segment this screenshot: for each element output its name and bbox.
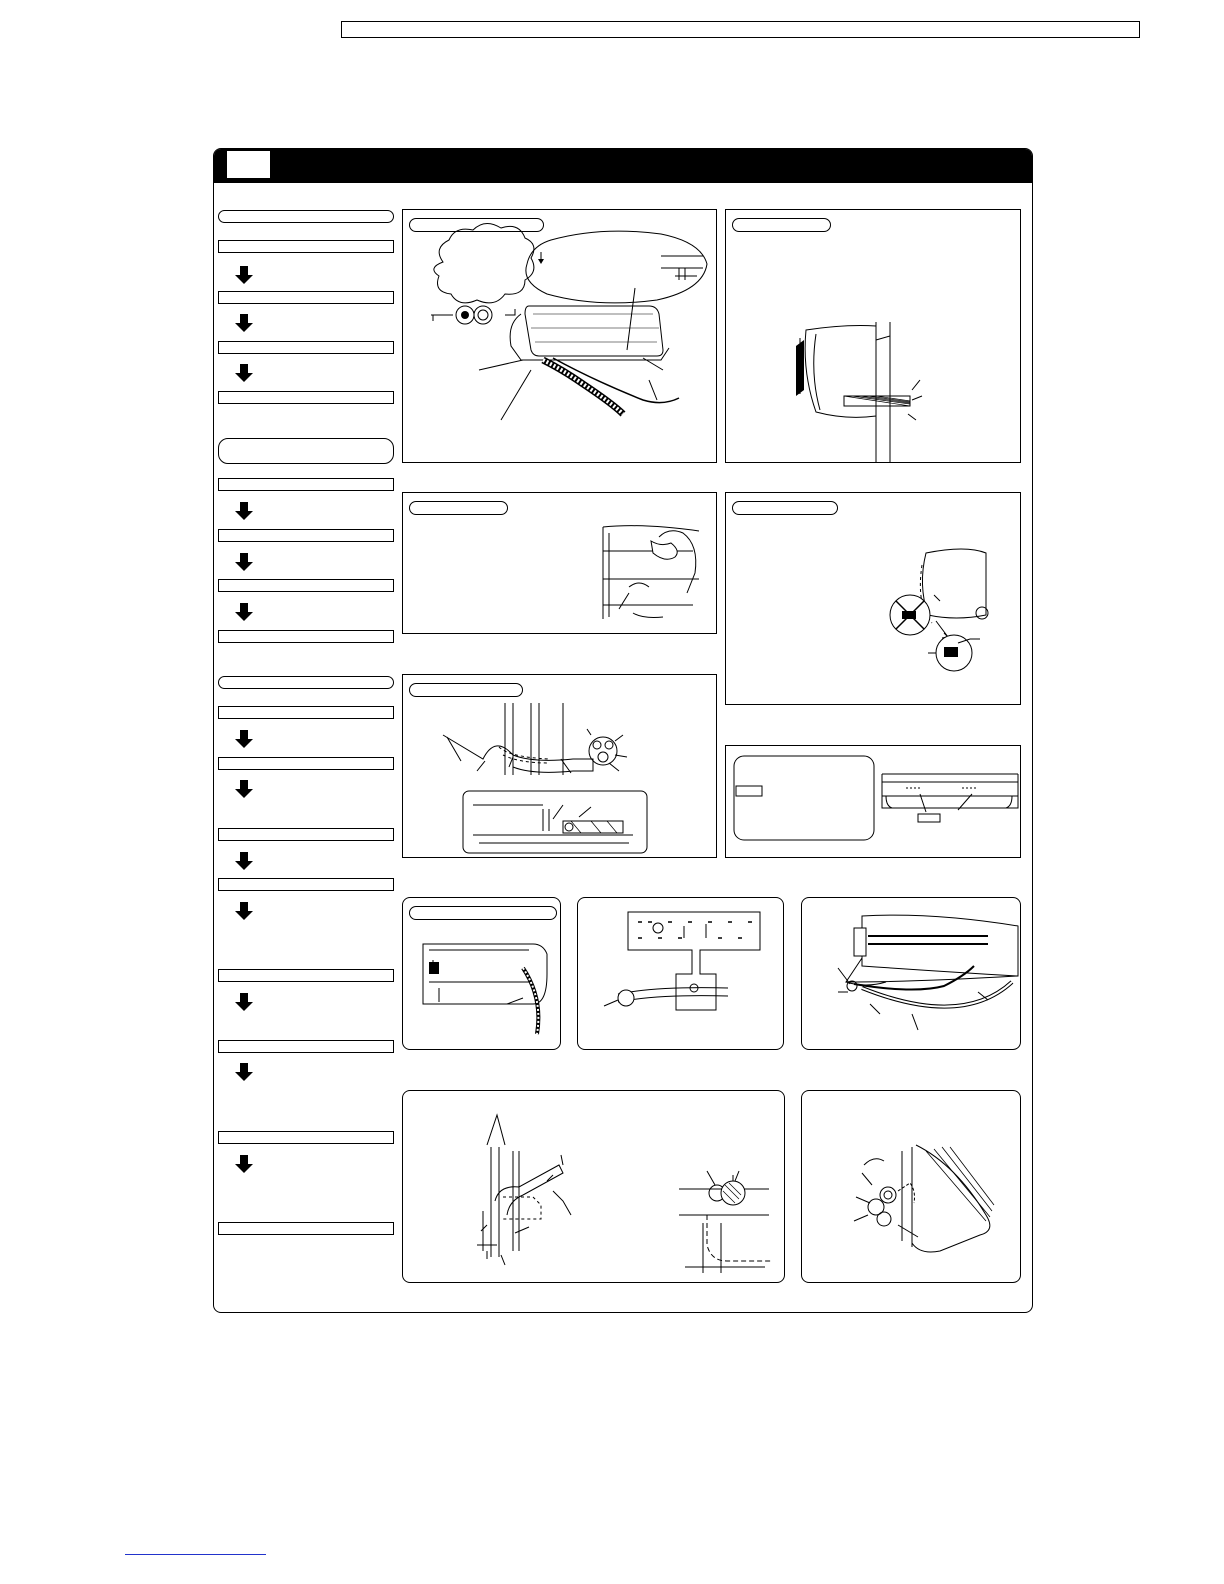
- procedure-step: [218, 529, 394, 542]
- procedure-step: [218, 1131, 394, 1144]
- down-arrow-icon: [235, 553, 253, 571]
- down-arrow-icon: [235, 266, 253, 284]
- down-arrow-icon: [235, 502, 253, 520]
- drain-piping-diagram: [403, 898, 562, 1051]
- page-header-box: [341, 21, 1140, 38]
- procedure-step: [218, 478, 394, 491]
- wall-penetration-panel: [402, 1090, 785, 1283]
- down-arrow-icon: [235, 1155, 253, 1173]
- down-arrow-icon: [235, 603, 253, 621]
- procedure-step: [218, 391, 394, 404]
- procedure-group-title: [218, 438, 394, 464]
- piping-angle-diagram: [802, 1091, 1022, 1284]
- nameplate-panel: [725, 745, 1021, 858]
- section-number-box: [227, 151, 270, 178]
- mounting-plate-diagram: [578, 898, 785, 1051]
- front-grille-diagram: [403, 493, 718, 635]
- down-arrow-icon: [235, 780, 253, 798]
- procedure-step: [218, 341, 394, 354]
- procedure-step: [218, 878, 394, 891]
- front-grille-panel: [402, 492, 717, 634]
- piping-direction-diagram: [403, 210, 718, 464]
- mounting-plate-panel: [577, 897, 784, 1050]
- piping-bending-diagram: [403, 675, 718, 859]
- down-arrow-icon: [235, 314, 253, 332]
- wall-installation-panel: [725, 209, 1021, 463]
- remove-unit-panel: [725, 492, 1021, 705]
- down-arrow-icon: [235, 1063, 253, 1081]
- procedure-group-title: [218, 676, 394, 689]
- procedure-step: [218, 969, 394, 982]
- nameplate-diagram: [726, 746, 1022, 859]
- down-arrow-icon: [235, 730, 253, 748]
- procedure-step: [218, 579, 394, 592]
- procedure-step: [218, 828, 394, 841]
- procedure-step: [218, 291, 394, 304]
- procedure-step: [218, 706, 394, 719]
- procedure-group-title: [218, 210, 394, 223]
- procedure-step: [218, 630, 394, 643]
- procedure-step: [218, 1040, 394, 1053]
- piping-direction-panel: [402, 209, 717, 463]
- section-header-bar: [214, 149, 1032, 183]
- piping-bending-panel: [402, 674, 717, 858]
- down-arrow-icon: [235, 993, 253, 1011]
- remove-unit-diagram: [726, 493, 1022, 706]
- unit-bottom-panel: [801, 897, 1021, 1050]
- wall-penetration-diagram: [403, 1091, 786, 1284]
- wall-installation-diagram: [726, 210, 1022, 464]
- down-arrow-icon: [235, 364, 253, 382]
- piping-angle-panel: [801, 1090, 1021, 1283]
- down-arrow-icon: [235, 902, 253, 920]
- unit-bottom-diagram: [802, 898, 1022, 1051]
- footer-link[interactable]: [125, 1554, 266, 1555]
- down-arrow-icon: [235, 852, 253, 870]
- procedure-step: [218, 1222, 394, 1235]
- procedure-step: [218, 240, 394, 253]
- nameplate-box-text: [738, 787, 760, 795]
- drain-piping-panel: [402, 897, 561, 1050]
- procedure-step: [218, 757, 394, 770]
